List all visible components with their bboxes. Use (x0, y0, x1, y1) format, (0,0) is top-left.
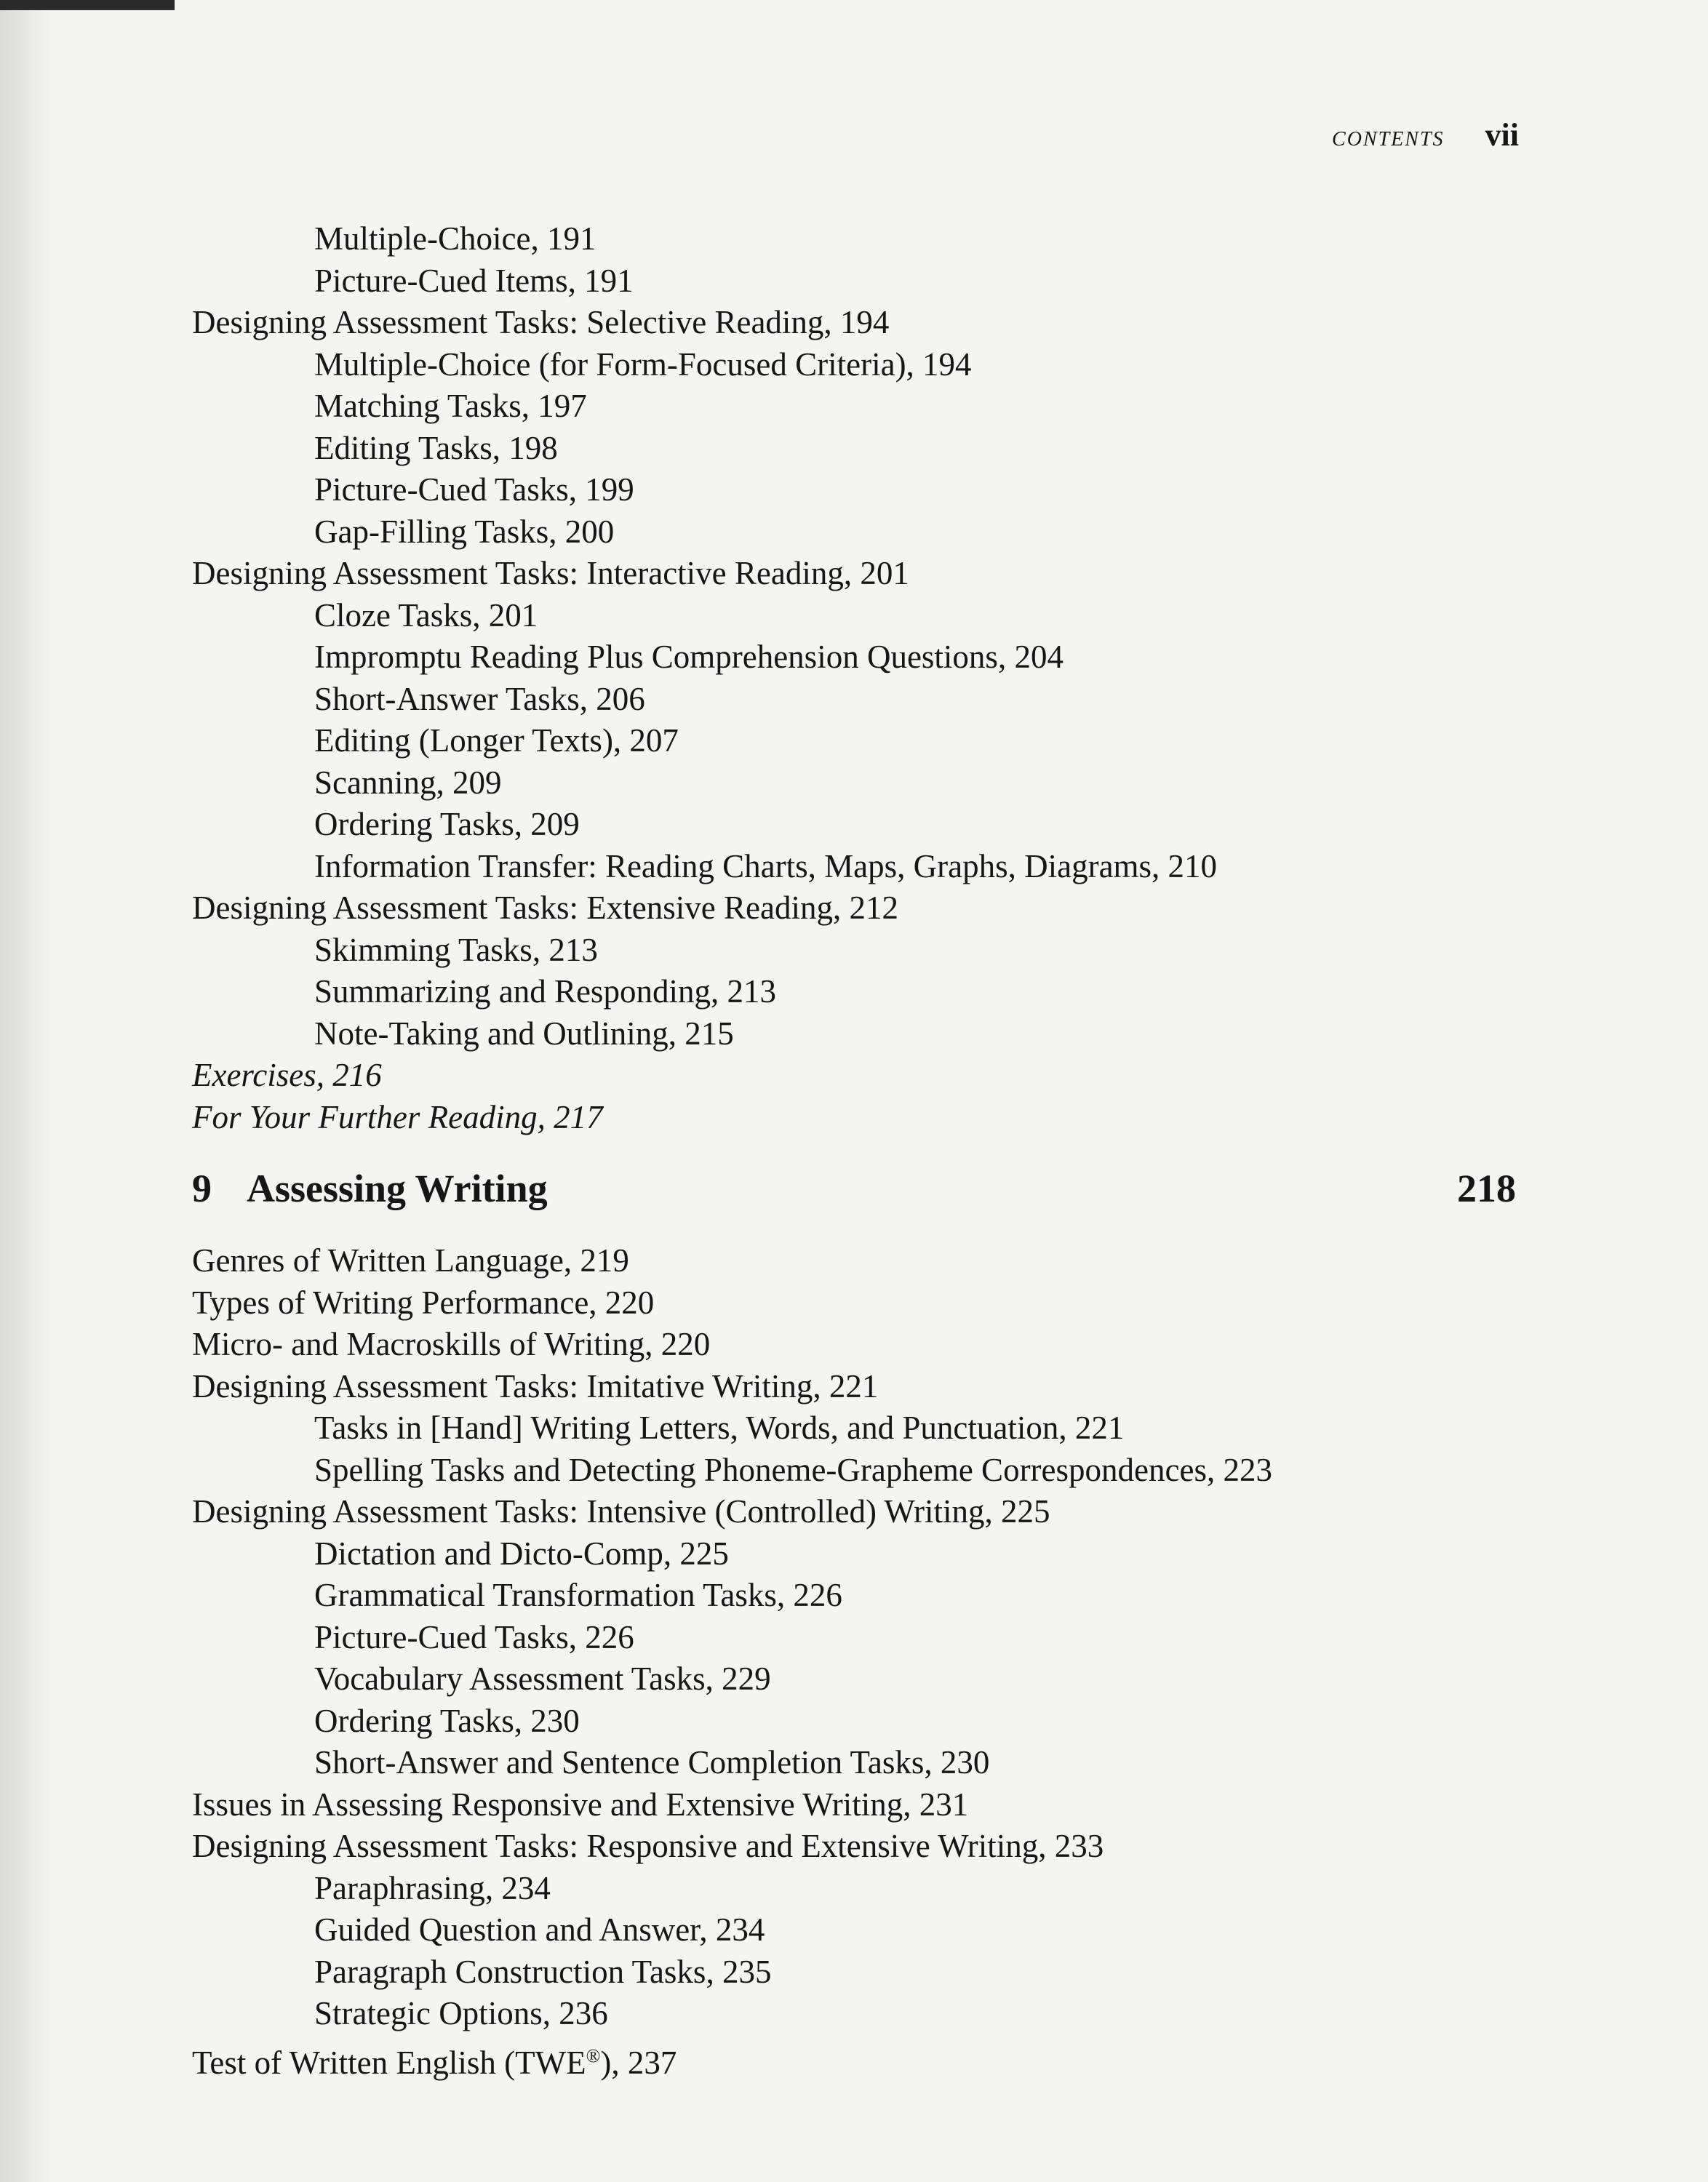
chapter-title-group (192, 1167, 548, 1210)
toc-entry: Impromptu Reading Plus Comprehension Questions, 204 (314, 639, 1063, 675)
chapter-title: Assessing Writing (247, 1167, 548, 1210)
running-head (1332, 116, 1519, 153)
registered-mark: ® (586, 2045, 601, 2066)
chapter-page: 218 (1457, 1167, 1516, 1210)
toc-entry-twe-page: ), 237 (600, 2044, 677, 2081)
toc-entry: Designing Assessment Tasks: Intensive (Controlled) Writing, 225 (192, 1493, 1050, 1530)
toc-entry-twe (192, 2035, 1516, 2081)
toc-entry: Scanning, 209 (314, 764, 502, 801)
scan-shadow (0, 0, 51, 2182)
toc-entry: Designing Assessment Tasks: Selective Reading, 194 (192, 304, 890, 340)
toc-entry: Picture-Cued Tasks, 226 (314, 1618, 634, 1655)
chapter-heading (192, 1167, 1516, 1210)
toc-entry: Designing Assessment Tasks: Interactive Reading, 201 (192, 555, 909, 591)
running-head-label: CONTENTS (1332, 128, 1445, 151)
toc-entry: For Your Further Reading, 217 (192, 1098, 603, 1135)
toc-entry: Skimming Tasks, 213 (314, 931, 598, 968)
toc-entry: Note-Taking and Outlining, 215 (314, 1015, 734, 1052)
chapter-number: 9 (192, 1167, 212, 1210)
toc-entry: Multiple-Choice, 191 (314, 220, 596, 257)
toc-entry: Designing Assessment Tasks: Imitative Writing, 221 (192, 1367, 879, 1404)
toc-entry: Gap-Filling Tasks, 200 (314, 513, 615, 550)
toc-entry: Types of Writing Performance, 220 (192, 1284, 655, 1321)
toc-entry: Micro- and Macroskills of Writing, 220 (192, 1326, 711, 1362)
page-number: vii (1485, 117, 1519, 153)
toc-entry: Tasks in [Hand] Writing Letters, Words, and Punctuation, 221 (314, 1410, 1125, 1446)
toc-entry: Guided Question and Answer, 234 (314, 1911, 765, 1948)
toc-entry: Editing (Longer Texts), 207 (314, 722, 679, 759)
toc-entry: Designing Assessment Tasks: Responsive and Extensive Writing, 233 (192, 1828, 1104, 1864)
toc-entry: Paragraph Construction Tasks, 235 (314, 1953, 772, 1990)
toc-entry: Grammatical Transformation Tasks, 226 (314, 1577, 842, 1613)
scan-edge-mark (0, 0, 175, 10)
toc-entry: Short-Answer and Sentence Completion Tasks, 230 (314, 1744, 990, 1781)
table-of-contents (192, 218, 1516, 2081)
toc-entry: Editing Tasks, 198 (314, 429, 558, 466)
toc-section-writing (192, 1240, 1516, 2035)
toc-entry: Paraphrasing, 234 (314, 1869, 551, 1906)
toc-entry: Summarizing and Responding, 213 (314, 973, 776, 1010)
toc-entry: Genres of Written Language, 219 (192, 1242, 629, 1279)
toc-entry: Multiple-Choice (for Form-Focused Criteria), 194 (314, 345, 972, 383)
toc-entry: Designing Assessment Tasks: Extensive Reading, 212 (192, 890, 898, 926)
toc-entry-twe-text: Test of Written English (TWE (192, 2044, 586, 2081)
toc-entry: Spelling Tasks and Detecting Phoneme-Grapheme Correspondences, 223 (314, 1451, 1272, 1488)
toc-entry: Picture-Cued Items, 191 (314, 262, 634, 299)
toc-entry: Ordering Tasks, 230 (314, 1702, 580, 1739)
toc-entry: Exercises, 216 (192, 1057, 382, 1093)
toc-entry: Dictation and Dicto-Comp, 225 (314, 1535, 729, 1572)
toc-entry: Issues in Assessing Responsive and Extensive Writing, 231 (192, 1786, 969, 1823)
toc-entry: Information Transfer: Reading Charts, Maps, Graphs, Diagrams, 210 (314, 847, 1218, 884)
toc-entry: Ordering Tasks, 209 (314, 806, 580, 842)
toc-entry: Strategic Options, 236 (314, 1995, 608, 2031)
toc-entry: Matching Tasks, 197 (314, 388, 587, 424)
toc-entry: Short-Answer Tasks, 206 (314, 680, 645, 717)
toc-section-reading (192, 218, 1516, 1138)
toc-entry: Vocabulary Assessment Tasks, 229 (314, 1661, 771, 1697)
toc-entry: Cloze Tasks, 201 (314, 596, 538, 634)
toc-entry: Picture-Cued Tasks, 199 (314, 471, 634, 508)
